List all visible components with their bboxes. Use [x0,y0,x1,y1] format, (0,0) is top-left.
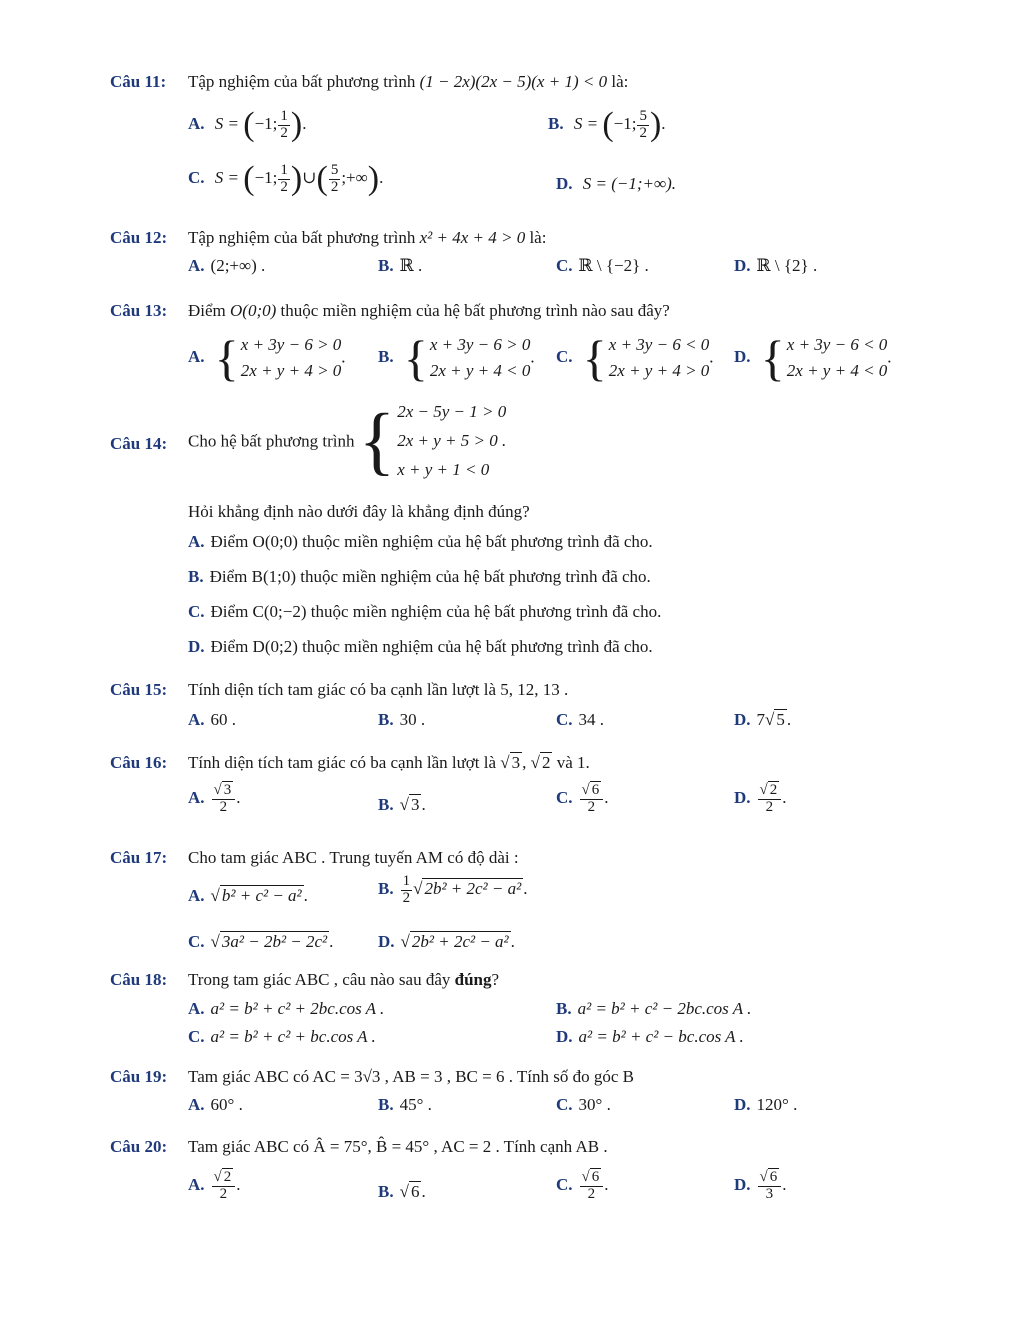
q11-a-post: . [302,113,307,133]
q16-option-a-label: A. [188,788,205,808]
q17-option-b-label: B. [378,879,394,899]
q15-option-d[interactable]: D. 7√ 5 . [734,710,792,729]
q18-option-b-text: a² = b² + c² − 2bc.cos A . [577,999,752,1018]
q11-option-b-label: B. [548,113,564,133]
q16-option-b-label: B. [378,795,394,814]
q14-row1: 2x − 5y − 1 > 0 [397,402,507,421]
q12-tail: là: [529,228,547,247]
q11-b-num: 5 [639,107,647,124]
q13-stem [188,301,670,321]
q11-expr: (1 − 2x)(2x − 5)(x + 1) < 0 [419,72,608,91]
q16-option-d-label: D. [734,788,751,808]
q18-option-a-text: a² = b² + c² + 2bc.cos A . [210,999,385,1018]
q20-stem: Tam giác ABC có Â = 75°, B̂ = 45° , AC = 2 . Tính cạnh AB . [188,1137,608,1156]
q14-option-c-label: C. [188,602,205,621]
q20-c-post: . [604,1175,609,1195]
q13-b-row1: x + 3y − 6 > 0 [429,335,531,354]
q13-b-post: . [530,347,535,367]
q20-d-rad: 6 [769,1169,778,1185]
q20-a-rad: 2 [223,1169,232,1185]
q16-number: Câu 16: [110,753,168,772]
q18-stem [188,970,499,990]
q18-option-b[interactable] [556,999,751,1019]
q16-a-rad: 3 [223,782,232,798]
q14-option-d[interactable] [188,637,653,657]
q13-c-post: . [709,347,714,367]
q16-option-c[interactable]: C. $\frac{√ 6}{2}$ . [556,782,609,815]
q16-option-d[interactable]: D. $\frac{√ 2}{2}$ . [734,782,787,815]
q17-d-rad: 2b² + 2c² − a² [411,932,509,951]
q13-option-c[interactable]: C. { x + 3y − 6 < 0 2x + y + 4 > 0 . [556,330,714,387]
q14-row3: x + y + 1 < 0 [397,459,490,479]
q16-c-post: . [604,788,609,808]
q15-option-a[interactable] [188,710,236,730]
q16-option-c-label: C. [556,788,573,808]
q17-option-c-label: C. [188,932,205,951]
q17-b-coef-den: 2 [402,889,411,906]
q11-option-d-label: D. [556,174,573,193]
q19-stem: Tam giác ABC có AC = 3√3 , AB = 3 , BC = 6 . Tính số đo góc B [188,1067,635,1086]
q17-a-post: . [303,886,308,905]
q20-option-a-label: A. [188,1175,205,1195]
q17-number: Câu 17: [110,848,168,867]
q14-option-c-text: Điểm C(0;−2) thuộc miền nghiệm của hệ bất phương trình đã cho. [210,602,662,621]
q16-rad2: 2 [541,753,551,772]
q11-option-a-label: A. [188,113,205,133]
q17-c-post: . [329,932,334,951]
q19-option-a-text: 60° . [210,1095,243,1114]
q16-option-a[interactable]: A. $\frac{√ 3}{2}$ . [188,782,241,815]
q20-b-rad: 6 [410,1182,420,1201]
q13-d-row2: 2x + y + 4 < 0 [786,361,888,381]
q16-c-den: 2 [587,798,596,815]
q17-b-post: . [523,879,528,899]
q16-stem-text: Tính diện tích tam giác có ba cạnh lần lượt là [188,753,497,772]
q14-option-a[interactable] [188,532,653,552]
q16-d-post: . [782,788,787,808]
q15-d-rad: 5 [776,710,785,729]
q16-stem: Tính diện tích tam giác có ba cạnh lần lượt là √ 3 , √ 2 và 1. [188,753,590,772]
q12-option-a[interactable] [188,256,265,276]
q19-option-c-label: C. [556,1095,573,1114]
q18-option-c-label: C. [188,1027,205,1046]
q19-option-b[interactable] [378,1095,432,1115]
q18-option-b-label: B. [556,999,572,1018]
q14-option-d-text: Điểm D(0;2) thuộc miền nghiệm của hệ bất phương trình đã cho. [210,637,653,656]
q13-b-row2: 2x + y + 4 < 0 [429,361,531,381]
q13-d-row1: x + 3y − 6 < 0 [786,335,888,354]
q20-a-post: . [236,1175,241,1195]
q15-option-c[interactable] [556,710,604,730]
q13-number: Câu 13: [110,301,168,320]
q20-option-d-label: D. [734,1175,751,1195]
q16-a-den: 2 [219,798,228,815]
q13-option-a[interactable]: A. { x + 3y − 6 > 0 2x + y + 4 > 0 . [188,330,346,387]
q17-option-a[interactable]: A. √ b² + c² − a² . [188,886,308,905]
q12-option-b-text: ℝ . [399,256,423,275]
q19-number: Câu 19: [110,1067,168,1086]
q11-b-pre: S = [573,113,603,133]
q12-option-c-text: ℝ \ {−2} . [578,256,649,275]
q14-number: Câu 14: [110,434,168,453]
q16-d-rad: 2 [769,782,778,798]
q12-option-c-label: C. [556,256,573,275]
q11-a-body: −1; [254,113,278,133]
q19-option-d[interactable] [734,1095,797,1115]
q12-option-d-label: D. [734,256,751,275]
q18-option-c-text: a² = b² + c² + bc.cos A . [210,1027,376,1046]
q15-option-b-label: B. [378,710,394,729]
q11-option-d[interactable] [556,174,676,194]
q13-option-b-label: B. [378,347,394,367]
q16-option-b[interactable]: B. √ 3 . [378,795,426,814]
q17-stem: Cho tam giác ABC . Trung tuyến AM có độ dài : [188,848,519,867]
q11-b-post: . [661,113,666,133]
q19-option-b-text: 45° . [399,1095,432,1114]
q18-stem-text: Trong tam giác ABC , câu nào sau đây [188,970,451,989]
q11-b-den: 2 [639,124,647,141]
q11-c-union: ∪ [302,167,317,187]
q14-row2: 2x + y + 5 > 0 . [397,430,507,450]
q11-tail: là: [611,72,629,91]
q16-rad1: 3 [511,753,521,772]
q14-question: Hỏi khẳng định nào dưới đây là khẳng định đúng? [188,502,530,521]
q17-d-post: . [510,932,515,951]
q20-d-post: . [782,1175,787,1195]
q18-tail: ? [491,970,500,989]
q12-number: Câu 12: [110,228,168,247]
q15-stem: Tính diện tích tam giác có ba cạnh lần lượt là 5, 12, 13 . [188,680,569,699]
q14-stem: Cho hệ bất phương trình { 2x − 5y − 1 > 0 2x + y + 5 > 0 . x + y + 1 < 0 [188,399,507,484]
q19-option-c-text: 30° . [578,1095,611,1114]
q11-number: Câu 11: [110,72,167,91]
q13-a-row2: 2x + y + 4 > 0 [240,361,342,381]
q18-option-a[interactable] [188,999,384,1019]
q11-stem-text: Tập nghiệm của bất phương trình [188,72,416,91]
q19-option-c[interactable] [556,1095,611,1115]
q13-c-row1: x + 3y − 6 < 0 [608,335,710,354]
q17-c-rad: 3a² − 2b² − 2c² [221,932,328,951]
q12-option-d[interactable] [734,256,817,276]
q17-option-c[interactable]: C. √ 3a² − 2b² − 2c² . [188,932,334,951]
q15-d-post: . [786,710,792,729]
q14-option-b-label: B. [188,567,204,586]
q11-c-num: 1 [280,161,288,178]
q11-option-a[interactable]: A. S = (−1; $\frac{1}{2}$ ). [188,106,307,143]
q13-a-post: . [341,347,346,367]
q11-c-body2: ;+∞ [341,167,368,187]
q19-option-d-text: 120° . [756,1095,798,1114]
q15-option-d-label: D. [734,710,751,729]
q12-option-c[interactable] [556,256,649,276]
q14-option-a-label: A. [188,532,205,551]
q16-c-rad: 6 [591,782,600,798]
q12-stem-text: Tập nghiệm của bất phương trình [188,228,416,247]
q12-option-b[interactable] [378,256,422,276]
q14-stem-text: Cho hệ bất phương trình [188,431,355,451]
q20-c-rad: 6 [591,1169,600,1185]
q17-b-coef-num: 1 [402,873,411,889]
q19-option-a[interactable] [188,1095,243,1115]
q13-option-c-label: C. [556,347,573,367]
q19-option-a-label: A. [188,1095,205,1114]
q15-option-a-text: 60 . [210,710,237,729]
q11-b-body: −1; [613,113,637,133]
q17-option-d-label: D. [378,932,395,951]
q18-number: Câu 18: [110,970,168,989]
q12-option-a-text: (2;+∞) . [210,256,266,275]
q11-a-pre: S = [214,113,244,133]
q11-a-den: 2 [280,124,288,141]
q12-option-a-label: A. [188,256,205,275]
q12-option-d-text: ℝ \ {2} . [756,256,818,275]
q16-b-rad: 3 [410,795,420,814]
q14-option-c[interactable] [188,602,661,622]
q13-option-d[interactable]: D. { x + 3y − 6 < 0 2x + y + 4 < 0 . [734,330,892,387]
q15-d-pre: 7 [756,710,766,729]
q13-option-d-label: D. [734,347,751,367]
q15-option-c-label: C. [556,710,573,729]
q15-option-b[interactable] [378,710,425,730]
q13-stem-text: Điểm [188,301,226,320]
q18-option-c[interactable] [188,1027,376,1047]
q13-option-b[interactable]: B. { x + 3y − 6 > 0 2x + y + 4 < 0 . [378,330,535,387]
q15-option-a-label: A. [188,710,205,729]
q11-c-den: 2 [280,178,288,195]
q16-tail: và 1. [556,753,590,772]
q20-option-b[interactable]: B. √ 6 . [378,1182,426,1201]
q20-b-post: . [421,1182,426,1201]
q19-option-b-label: B. [378,1095,394,1114]
q11-c-body: −1; [254,167,278,187]
q12-stem [188,228,546,248]
q20-number: Câu 20: [110,1137,168,1156]
q11-c-den2: 2 [330,178,339,195]
q16-a-post: . [236,788,241,808]
q20-option-a[interactable]: A. $\frac{√ 2}{2}$ . [188,1169,241,1202]
q14-option-d-label: D. [188,637,205,656]
q20-a-den: 2 [219,1185,228,1202]
q12-option-b-label: B. [378,256,394,275]
q17-a-rad: b² + c² − a² [221,886,302,905]
q18-option-d-text: a² = b² + c² − bc.cos A . [578,1027,744,1046]
q13-a-row1: x + 3y − 6 > 0 [240,335,342,354]
q17-option-a-label: A. [188,886,205,905]
q13-tail: thuộc miền nghiệm của hệ bất phương trình nào sau đây? [280,301,670,320]
q20-c-den: 2 [587,1185,596,1202]
q11-option-b[interactable]: B. S = (−1; $\frac{5}{2}$ ). [548,106,666,143]
q11-option-c[interactable]: C. S = (−1; $\frac{1}{2}$ )∪( $\frac{5}{2}$ ;+∞). [188,160,384,197]
q15-option-c-text: 34 . [578,710,605,729]
q15-option-b-text: 30 . [399,710,426,729]
q13-d-post: . [887,347,892,367]
q13-c-row2: 2x + y + 4 > 0 [608,361,710,381]
q20-option-c[interactable]: C. $\frac{√ 6}{2}$ . [556,1169,609,1202]
q14-option-b-text: Điểm B(1;0) thuộc miền nghiệm của hệ bất phương trình đã cho. [209,567,651,586]
q18-bold: đúng [454,970,492,989]
q13-option-a-label: A. [188,347,205,367]
q20-option-b-label: B. [378,1182,394,1201]
q20-d-den: 3 [765,1185,774,1202]
q11-option-c-label: C. [188,167,205,187]
q20-option-d[interactable]: D. $\frac{√ 6}{3}$ . [734,1169,787,1202]
q11-c-num2: 5 [330,161,339,178]
q18-option-d-label: D. [556,1027,573,1046]
q14-option-a-text: Điểm O(0;0) thuộc miền nghiệm của hệ bất phương trình đã cho. [210,532,653,551]
q18-option-a-label: A. [188,999,205,1018]
q18-option-d[interactable] [556,1027,744,1047]
q11-stem [188,72,628,92]
q14-option-b[interactable] [188,567,651,587]
q19-option-d-label: D. [734,1095,751,1114]
q11-d-text: S = (−1;+∞). [582,174,677,193]
q20-option-c-label: C. [556,1175,573,1195]
q17-b-rad: 2b² + 2c² − a² [424,879,522,899]
q12-expr: x² + 4x + 4 > 0 [419,228,526,247]
q11-c-post: . [379,167,384,187]
q13-point: O(0;0) [230,301,277,320]
q16-d-den: 2 [765,798,774,815]
q17-option-b[interactable]: B. $\frac{1}{2}$ √ 2b² + 2c² − a² . [378,873,528,906]
q11-c-pre: S = [214,167,244,187]
q16-b-post: . [421,795,426,814]
q17-option-d[interactable]: D. √ 2b² + 2c² − a² . [378,932,515,951]
q15-number: Câu 15: [110,680,168,699]
q11-a-num: 1 [280,107,288,124]
